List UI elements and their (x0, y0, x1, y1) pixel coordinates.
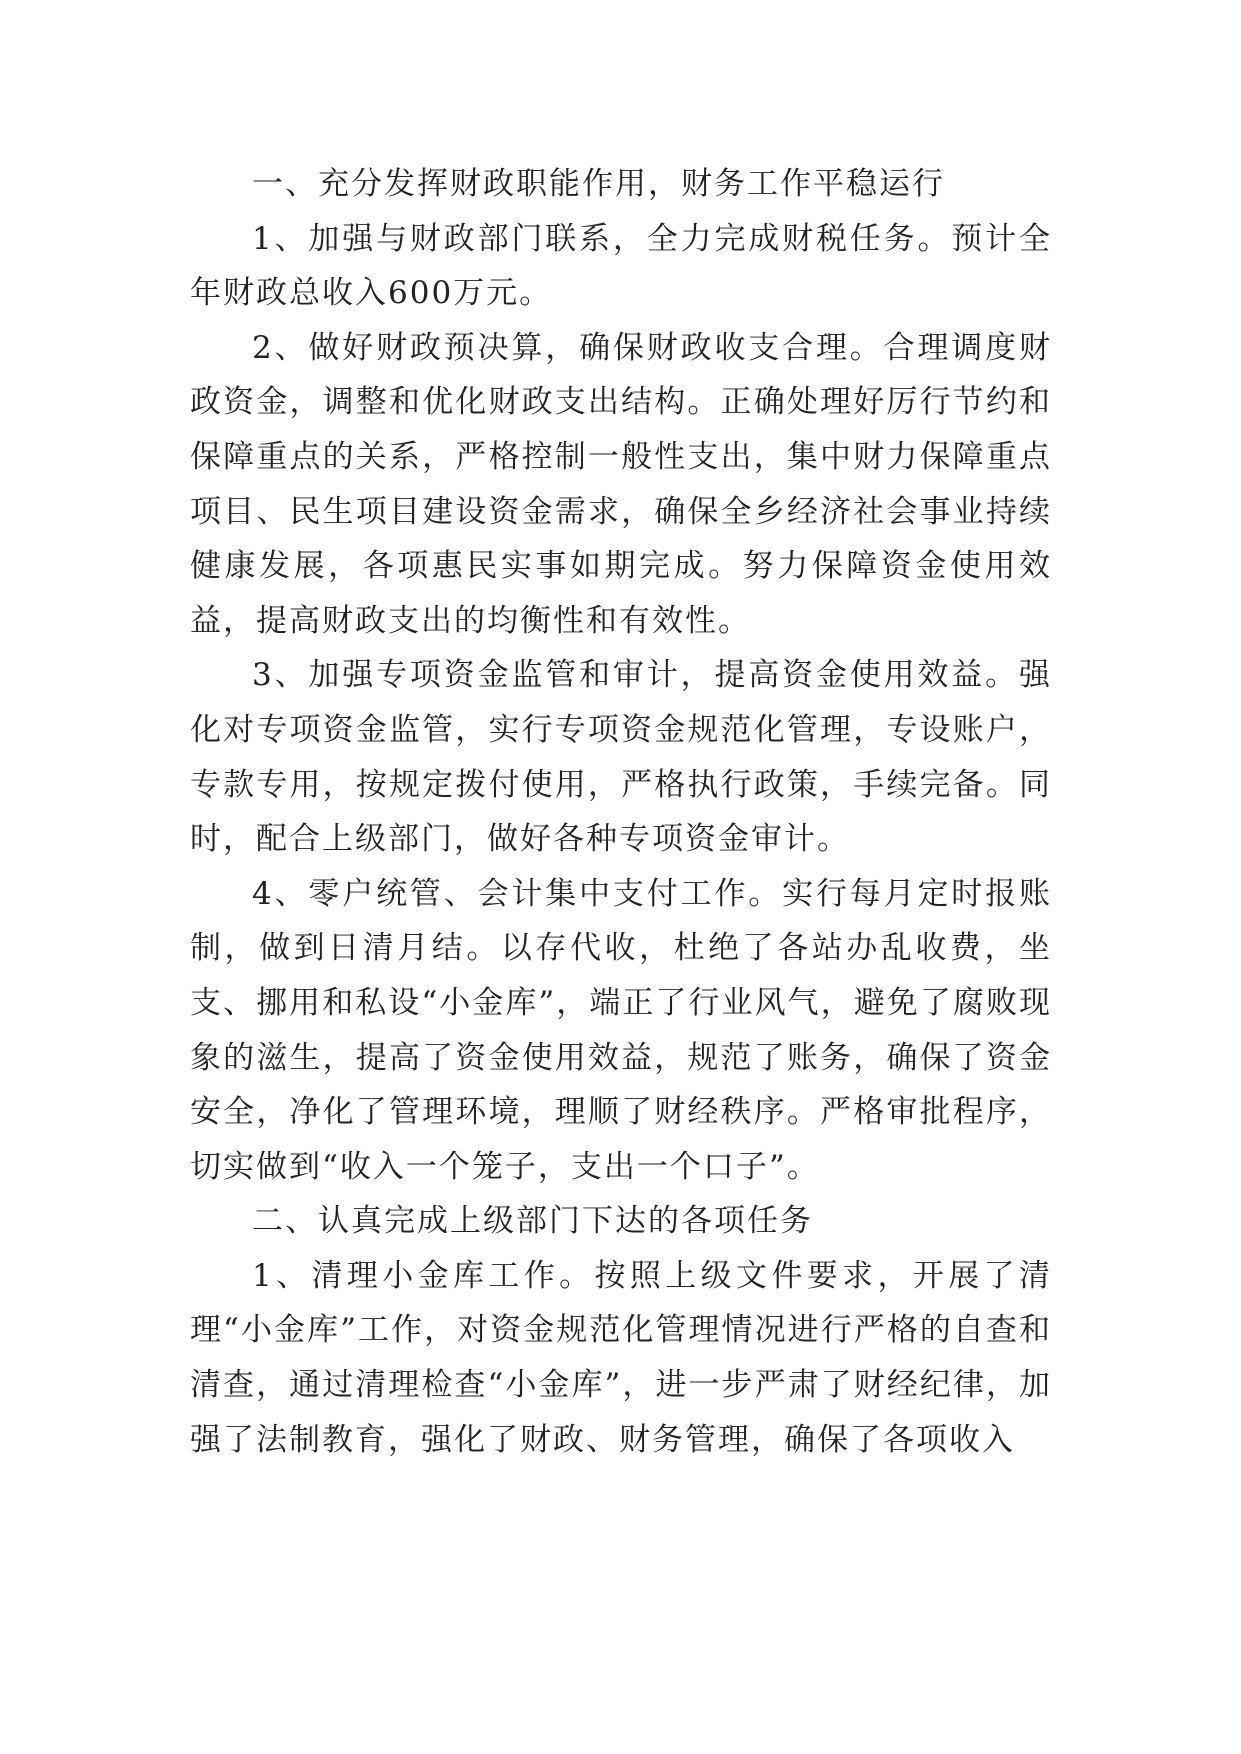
paragraph-special-funds: 3、加强专项资金监管和审计，提高资金使用效益。强化对专项资金监管，实行专项资金规范化管理，专设账户，专款专用，按规定拨付使用，严格执行政策，手续完备。同时，配合上级部门，做好各种专项资金审计。 (190, 657, 1052, 858)
section-heading-1: 一、充分发挥财政职能作用，财务工作平稳运行 (252, 166, 945, 202)
paragraph-small-treasury: 1、清理小金库工作。按照上级文件要求，开展了清理“小金库”工作，对资金规范化管理情况进行严格的自查和清查，通过清理检查“小金库”，进一步严肃了财经纪律，加强了法制教育，强化了财政、财务管理，确保了各项收入 (190, 1257, 1052, 1458)
paragraph-centralized-payment: 4、零户统管、会计集中支付工作。实行每月定时报账制，做到日清月结。以存代收，杜绝了各站办乱收费，坐支、挪用和私设“小金库”，端正了行业风气，避免了腐败现象的滋生，提高了资金使用效益，规范了账务，确保了资金安全，净化了管理环境，理顺了财经秩序。严格审批程序，切实做到“收入一个笼子，支出一个口子”。 (190, 875, 1052, 1185)
document-body (190, 157, 1052, 1467)
paragraph-fiscal-tasks: 1、加强与财政部门联系，全力完成财税任务。预计全年财政总收入600万元。 (190, 220, 1052, 312)
paragraph-budget: 2、做好财政预决算，确保财政收支合理。合理调度财政资金，调整和优化财政支出结构。正确处理好厉行节约和保障重点的关系，严格控制一般性支出，集中财力保障重点项目、民生项目建设资金需求，确保全乡经济社会事业持续健康发展，各项惠民实事如期完成。努力保障资金使用效益，提高财政支出的均衡性和有效性。 (190, 329, 1052, 639)
section-heading-2: 二、认真完成上级部门下达的各项任务 (252, 1203, 813, 1240)
